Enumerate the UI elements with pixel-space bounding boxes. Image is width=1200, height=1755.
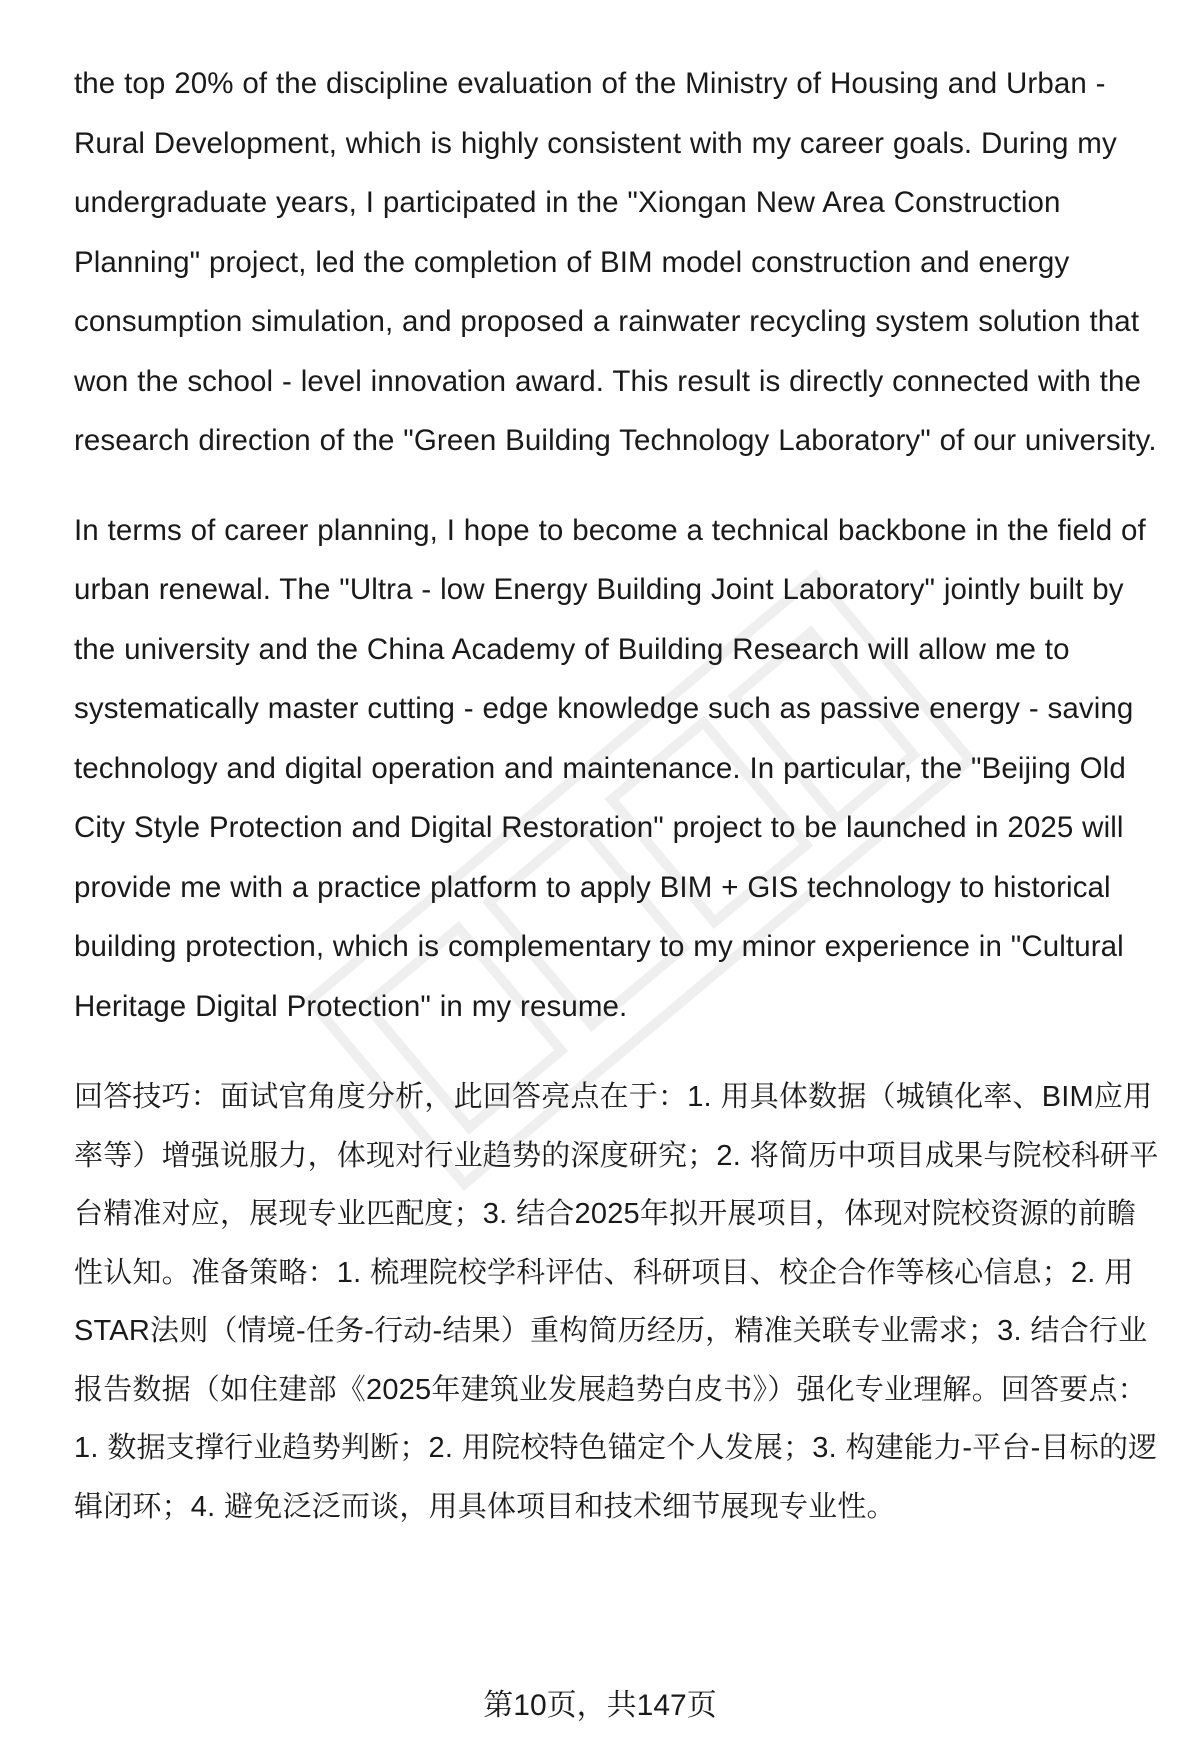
paragraph-answer-tips: 回答技巧：面试官角度分析，此回答亮点在于：1. 用具体数据（城镇化率、BIM应用率等）增强说服力，体现对行业趋势的深度研究；2. 将简历中项目成果与院校科研平台精准对应，展现专业匹配度；3. 结合2025年拟开展项目，体现对院校资源的前瞻性认知。准备策略：1. 梳理院校学科评估、科研项目、校企合作等核心信息；2. 用STAR法则（情境-任务-行动-结果）重构简历经历，精准关联专业需求；3. 结合行业报告数据（如住建部《2025年建筑业发展趋势白皮书》）强化专业理解。回答要点：1. 数据支撑行业趋势判断；2. 用院校特色锚定个人发展；3. 构建能力-平台-目标的逻辑闭环；4. 避免泛泛而谈，用具体项目和技术细节展现专业性。 — [74, 1081, 1159, 1523]
page-number: 第10页，共147页 — [483, 1689, 717, 1722]
paragraph-career-planning: In terms of career planning, I hope to become a technical backbone in the field of urban renewal. The "Ultra - low Energy Building Joint Laboratory" jointly built by the university and the China Academy of Building Research will allow me to systematically master cutting - edge knowledge such as passive energy - saving technology and digital operation and maintenance. In particular, the "Beijing Old City Style Protection and Digital Restoration" project to be launched in 2025 will provide me with a practice platform to apply BIM + GIS technology to historical building protection, which is complementary to my minor experience in "Cultural Heritage Digital Protection" in my resume. — [74, 513, 1146, 1023]
document-body — [74, 54, 1164, 1566]
paragraph-motivation: the top 20% of the discipline evaluation of the Ministry of Housing and Urban - Rural Development, which is highly consistent with my career goals. During my undergraduate years, I participated in the "Xiongan New Area Construction Planning" project, led the completion of BIM model construction and energy consumption simulation, and proposed a rainwater recycling system solution that won the school - level innovation award. This result is directly connected with the research direction of the "Green Building Technology Laboratory" of our university. — [74, 67, 1157, 457]
